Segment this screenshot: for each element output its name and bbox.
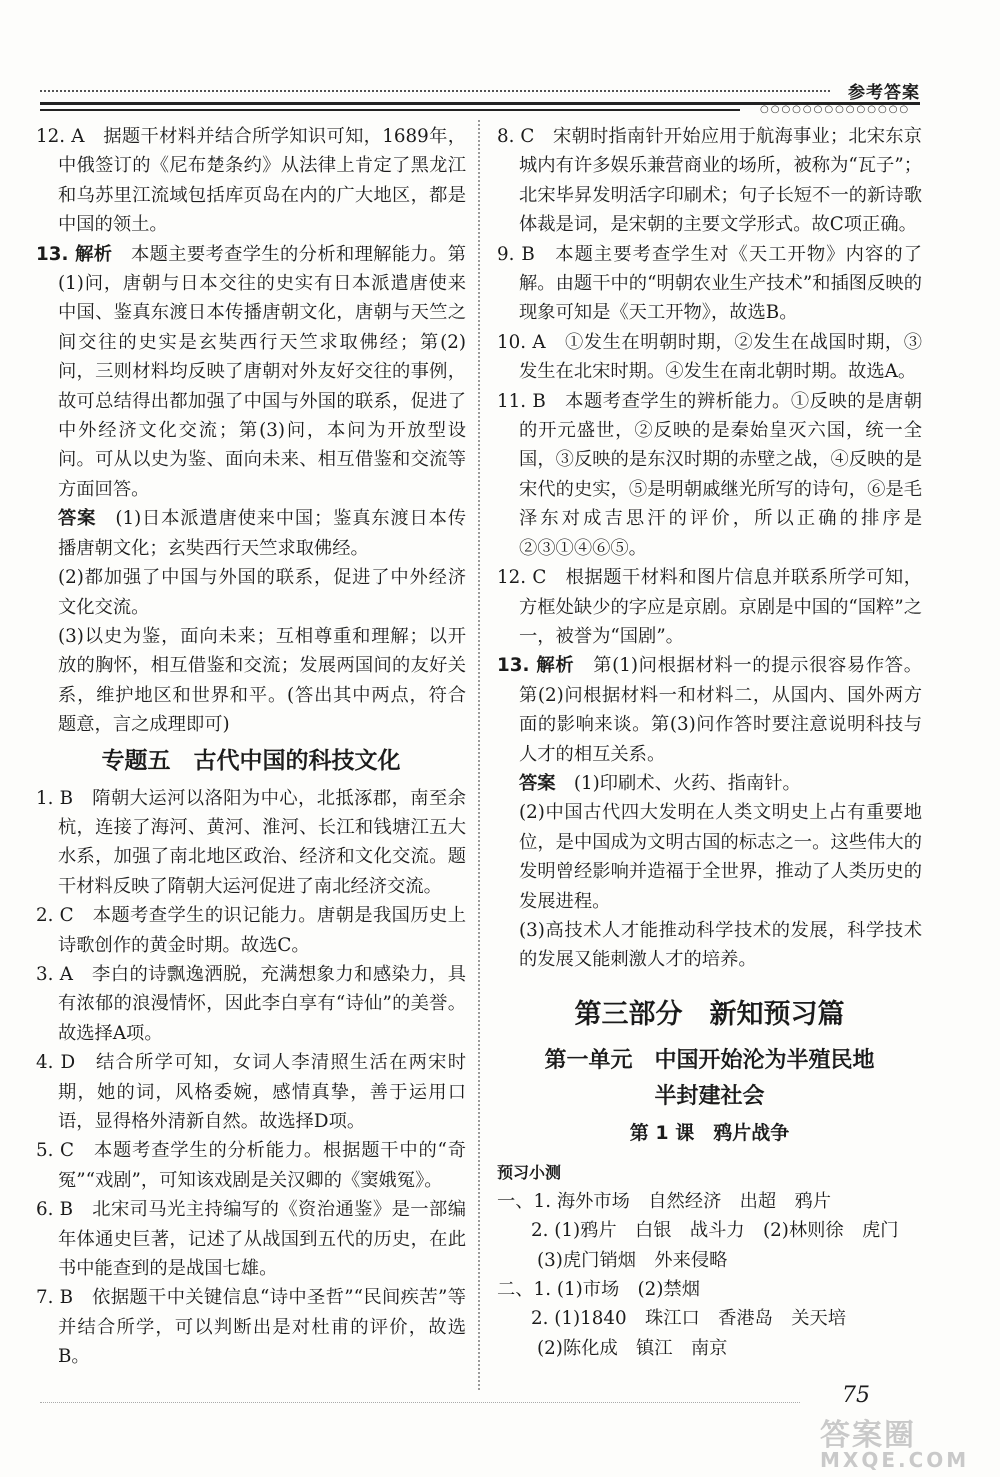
answer-s12: 12. C 根据题干材料和图片信息并联系所学可知，方框处缺少的字应是京剧。京剧是中国的“国粹”之一，被誉为“国剧”。: [497, 567, 922, 647]
watermark-logo: [820, 1410, 969, 1472]
answer-s4: 4. D 结合所学可知，女词人李清照生活在两宋时期，她的词，风格委婉，感情真挚，善于运用口语，显得格外清新自然。故选择D项。: [36, 1052, 466, 1132]
answer-text: (1)印刷术、火药、指南针。: [555, 772, 801, 794]
watermark-text: 答案圈: [820, 1418, 916, 1453]
unit-heading-line-2: 半封建社会: [654, 1083, 765, 1109]
answer-12: 12. A 据题干材料并结合所学知识可知，1689年，中俄签订的《尼布楚条约》从法律上肯定了黑龙江和乌苏里江流域包括库页岛在内的广大地区，都是中国的领土。: [36, 126, 466, 236]
right-column: [497, 122, 922, 1363]
column-divider: [478, 120, 480, 1390]
preview-answer-2: 2. (1)鸦片 白银 战斗力 (2)林则徐 虎门: [531, 1220, 899, 1242]
answer-s5: 5. C 本题考查学生的分析能力。根据题干中的“奇冤”“戏剧”，可知该戏剧是关汉卿的《窦娥冤》。: [36, 1140, 466, 1191]
analysis-label: 13. 解析: [36, 243, 113, 265]
analysis-text: 第(1)问根据材料一的提示很容易作答。第(2)问根据材料一和材料二，从国内、国外两方面的影响来谈。第(3)问作答时要注意说明科技与人才的相互关系。: [519, 655, 922, 765]
footer-dotted-line: [40, 1402, 800, 1403]
answer-13-key-2: (2)都加强了中国与外国的联系，促进了中外经济文化交流。: [58, 567, 466, 618]
answer-13: [36, 240, 466, 505]
preview-answer-4: 二、1. (1)市场 (2)禁烟: [497, 1279, 701, 1300]
left-column: [36, 122, 466, 1372]
preview-answer-6: (2)陈化成 镇江 南京: [537, 1337, 728, 1359]
answer-s9: 9. B 本题主要考查学生对《天工开物》内容的了解。由题干中的“明朝农业生产技术”和插图反映的现象可知是《天工开物》，故选B。: [497, 243, 922, 324]
answer-label: 答案: [519, 772, 556, 794]
answer-s13-key-3: (3)高技术人才能推动科学技术的发展，科学技术的发展又能刺激人才的培养。: [519, 919, 922, 971]
answer-s13: [497, 651, 922, 769]
analysis-label: 13. 解析: [497, 655, 575, 677]
answer-s1: 1. B 隋朝大运河以洛阳为中心，北抵涿郡，南至余杭，连接了海河、黄河、淮河、长江和钱塘江五大水系，加强了南北地区政治、经济和文化交流。题干材料反映了隋朝大运河促进了南北经济交流。: [36, 787, 466, 897]
answer-s3: 3. A 李白的诗飘逸洒脱，充满想象力和感染力，具有浓郁的浪漫情怀，因此李白享有“诗仙”的美誉。故选择A项。: [36, 963, 466, 1044]
answer-s10: 10. A ①发生在明朝时期，②发生在战国时期，③发生在北宋时期。④发生在南北朝时期。故选A。: [497, 331, 922, 383]
lesson-heading: 第 1 课 鸦片战争: [629, 1121, 790, 1144]
analysis-text: 本题主要考查学生的分析和理解能力。第(1)问，唐朝与日本交往的史实有日本派遣唐使来中国、鉴真东渡日本传播唐朝文化，唐朝与天竺之间交往的史实是玄奘西行天竺求取佛经；第(2)问，三则材料均反映了唐朝对外友好交往的事例，故可总结得出都加强了中国与外国的联系，促进了中外经济文化交流；第(3)问，本问为开放型设问。可从以史为鉴、面向未来、相互借鉴和交流等方面回答。: [58, 243, 467, 500]
watermark-url: MXQE.COM: [820, 1448, 970, 1472]
header-rule-thin: [40, 109, 740, 111]
answer-s2: 2. C 本题考查学生的识记能力。唐朝是我国历史上诗歌创作的黄金时期。故选C。: [36, 905, 466, 956]
preview-answer-5: 2. (1)1840 珠江口 香港岛 关天培: [531, 1308, 847, 1330]
preview-answer-1: 一、1. 海外市场 自然经济 出超 鸦片: [497, 1190, 832, 1212]
answer-label: 答案: [58, 508, 97, 530]
header-dotted-line: [40, 90, 830, 92]
header-title: 参考答案: [848, 83, 920, 103]
answer-s13-key-1: [497, 769, 922, 798]
answer-s8: 8. C 宋朝时指南针开始应用于航海事业；北宋东京城内有许多娱乐兼营商业的场所，被称为“瓦子”；北宋毕昇发明活字印刷术；句子长短不一的新诗歌体裁是词，是宋朝的主要文学形式。故C项正确。: [497, 126, 922, 236]
header-bead-ornament: ○○○○○○○○○○○○○○: [760, 104, 911, 115]
answer-text: (1)日本派遣唐使来中国；鉴真东渡日本传播唐朝文化；玄奘西行天竺求取佛经。: [58, 508, 466, 559]
section-heading: 专题五 古代中国的科技文化: [101, 747, 401, 774]
answer-13-key-1: [36, 504, 466, 563]
answer-s7: 7. B 依据题干中关键信息“诗中圣哲”“民间疾苦”等并结合所学，可以判断出是对杜甫的评价，故选B。: [36, 1287, 466, 1368]
answer-s11: 11. B 本题考查学生的辨析能力。①反映的是唐朝的开元盛世，②反映的是秦始皇灭六国，统一全国，③反映的是东汉时期的赤壁之战，④反映的是宋代的史实，⑤是明朝戚继光所写的诗句，⑥是毛泽东对成吉思汗的评价，所以正确的排序是②③①④⑥⑤。: [497, 390, 922, 559]
answer-13-key-3: (3)以史为鉴，面向未来；互相尊重和理解；以开放的胸怀，相互借鉴和交流；发展两国间的友好关系，维护地区和世界和平。(答出其中两点，符合题意，言之成理即可): [58, 625, 466, 736]
part-heading: 第三部分 新知预习篇: [574, 998, 845, 1030]
unit-heading-line-1: 第一单元 中国开始沦为半殖民地: [544, 1047, 875, 1073]
running-header: [40, 78, 920, 118]
answer-s6: 6. B 北宋司马光主持编写的《资治通鉴》是一部编年体通史巨著，记述了从战国到五代的历史，在此书中能查到的是战国七雄。: [36, 1199, 466, 1280]
preview-quiz-heading: 预习小测: [497, 1162, 562, 1182]
preview-answer-3: (3)虎门销烟 外来侵略: [537, 1249, 728, 1271]
answer-s13-key-2: (2)中国古代四大发明在人类文明史上占有重要地位，是中国成为文明古国的标志之一。这些伟大的发明曾经影响并造福于全世界，推动了人类历史的发展进程。: [519, 802, 922, 912]
page-number: 75: [842, 1383, 870, 1408]
